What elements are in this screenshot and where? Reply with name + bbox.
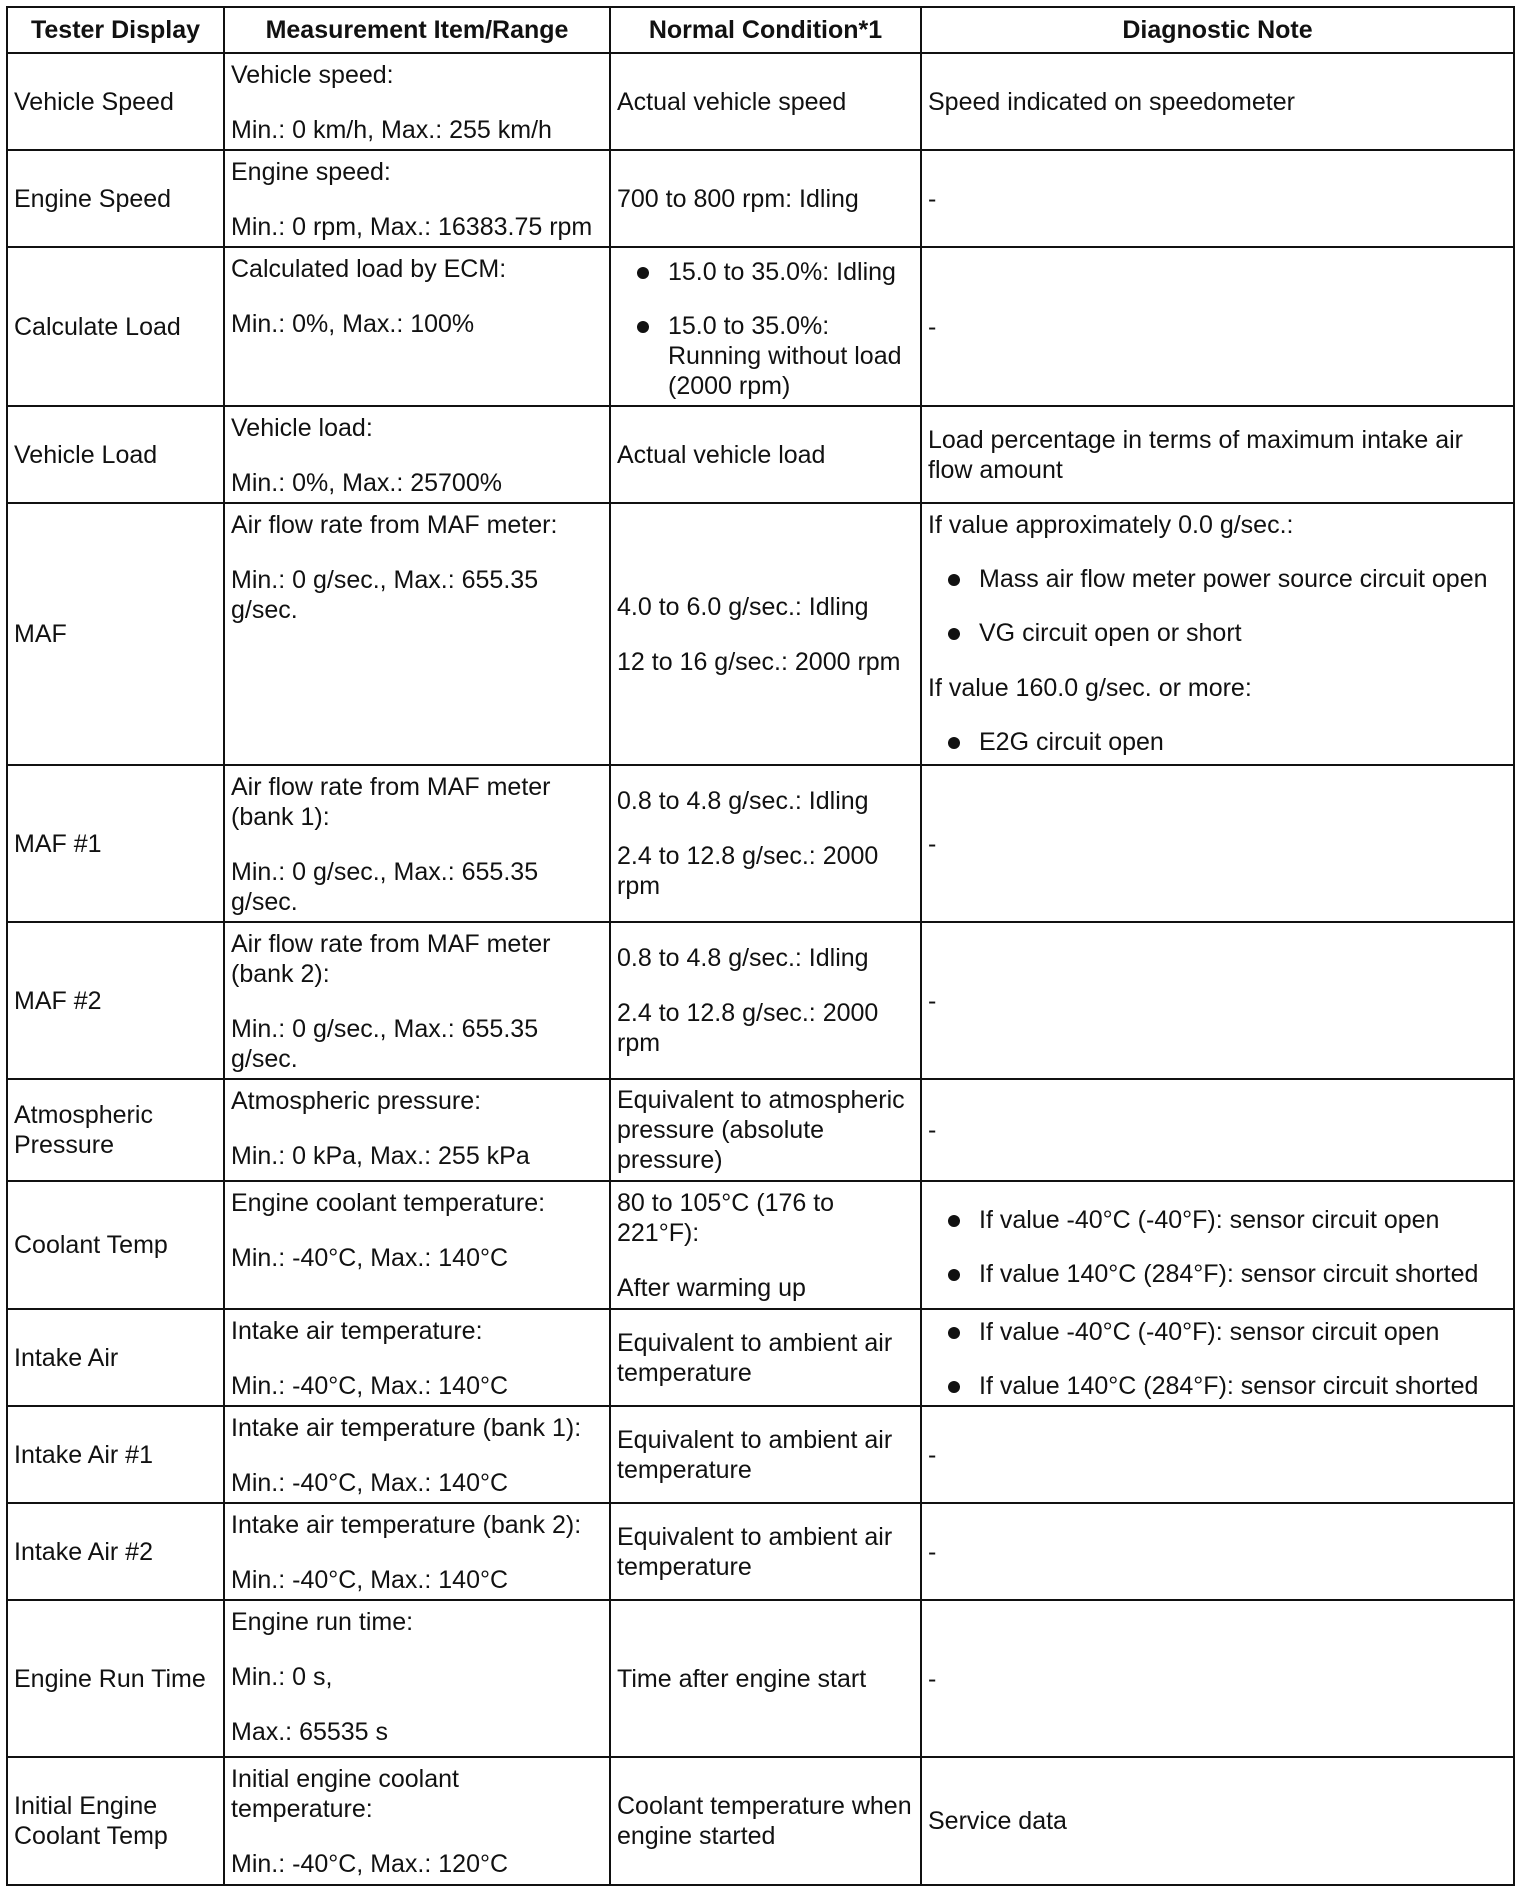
diagnostic-note-cell [921,406,1514,503]
diagnostic-note-cell [921,1757,1514,1885]
tester-display-cell: Initial Engine Coolant Temp [7,1757,224,1885]
tester-display-cell: Calculate Load [7,247,224,406]
tester-display-cell: Vehicle Speed [7,53,224,150]
normal-condition-cell [610,1600,921,1757]
note-line: - [928,1664,937,1693]
note-line: - [928,986,937,1015]
note-line: Service data [928,1807,1067,1835]
measurement-range-cell [224,53,610,150]
normal-condition-cell [610,150,921,247]
range-line: Min.: 0 km/h, Max.: 255 km/h [231,116,552,144]
range-line: Air flow rate from MAF meter (bank 1): [231,773,551,831]
normal-line: Equivalent to ambient air temperature [617,1328,893,1387]
tester-display-cell: Engine Speed [7,150,224,247]
table-row [7,1406,1514,1503]
table-row [7,247,1514,406]
tester-display-cell: Intake Air #2 [7,1503,224,1600]
note-line: If value 160.0 g/sec. or more: [928,674,1252,702]
range-line: Min.: 0 g/sec., Max.: 655.35 g/sec. [231,566,539,624]
diagnostic-note-cell [921,1181,1514,1309]
diagnostic-note-cell [921,1406,1514,1503]
measurement-range-cell [224,406,610,503]
range-line: Air flow rate from MAF meter (bank 2): [231,930,551,988]
range-line: Min.: 0 kPa, Max.: 255 kPa [231,1142,530,1170]
range-line: Initial engine coolant temperature: [231,1765,459,1823]
range-line: Min.: 0 g/sec., Max.: 655.35 g/sec. [231,858,539,916]
range-line: Vehicle speed: [231,61,394,89]
table-row [7,503,1514,765]
tester-display-cell: Intake Air #1 [7,1406,224,1503]
note-line: - [928,312,937,341]
table-row [7,1757,1514,1885]
diagnostic-note-cell [921,1079,1514,1181]
tester-display-cell: Coolant Temp [7,1181,224,1309]
normal-line: 0.8 to 4.8 g/sec.: Idling [617,787,869,815]
diagnostic-note-cell [921,150,1514,247]
header-row [7,7,1514,53]
normal-condition-cell [610,1079,921,1181]
range-line: Min.: -40°C, Max.: 140°C [231,1469,509,1497]
normal-condition-cell [610,53,921,150]
normal-line: 12 to 16 g/sec.: 2000 rpm [617,647,901,676]
tester-display-cell: Atmospheric Pressure [7,1079,224,1181]
diagnostic-note-cell [921,1309,1514,1406]
table-row [7,1309,1514,1406]
normal-line: 2.4 to 12.8 g/sec.: 2000 rpm [617,842,879,900]
range-line: Min.: -40°C, Max.: 140°C [231,1244,509,1272]
normal-condition-cell [610,1503,921,1600]
tester-display-cell: Engine Run Time [7,1600,224,1757]
note-line: - [928,184,937,213]
normal-line: 0.8 to 4.8 g/sec.: Idling [617,944,869,972]
measurement-range-cell [224,247,610,406]
tester-display-cell: MAF #1 [7,765,224,922]
range-line: Min.: 0 s, [231,1663,333,1691]
measurement-range-cell [224,1181,610,1309]
diagnostic-note-cell [921,922,1514,1079]
note-line: - [928,1116,937,1144]
table-row [7,1079,1514,1181]
range-line: Min.: 0%, Max.: 25700% [231,469,502,497]
tester-display-cell: Intake Air [7,1309,224,1406]
normal-line: 80 to 105°C (176 to 221°F): [617,1188,835,1247]
range-line: Intake air temperature (bank 1): [231,1414,582,1442]
measurement-range-cell [224,1503,610,1600]
normal-line: Actual vehicle speed [617,87,847,116]
table-row [7,922,1514,1079]
normal-condition-cell [610,765,921,922]
table-row [7,53,1514,150]
note-line: - [928,829,937,858]
range-line: Min.: 0 rpm, Max.: 16383.75 rpm [231,213,593,241]
table-body [7,53,1514,1885]
note-bullet: If value -40°C (-40°F): sensor circuit open [928,1317,1507,1347]
note-line: Speed indicated on speedometer [928,87,1295,116]
normal-line: 4.0 to 6.0 g/sec.: Idling [617,592,869,621]
table-row [7,765,1514,922]
note-line: - [928,1537,937,1566]
measurement-range-cell [224,503,610,765]
note-bullet: If value 140°C (284°F): sensor circuit shorted [928,1371,1507,1401]
header-measurement-item: Measurement Item/Range [224,7,610,53]
header-diagnostic-note: Diagnostic Note [921,7,1514,53]
normal-line: Time after engine start [617,1664,867,1693]
range-line: Intake air temperature: [231,1317,483,1345]
range-line: Atmospheric pressure: [231,1087,482,1115]
note-line: If value approximately 0.0 g/sec.: [928,511,1294,539]
range-line: Min.: -40°C, Max.: 120°C [231,1850,509,1878]
normal-condition-cell [610,247,921,406]
note-bullet: If value -40°C (-40°F): sensor circuit open [928,1205,1507,1235]
normal-line: Coolant temperature when engine started [617,1792,912,1850]
note-bullet: E2G circuit open [928,727,1507,757]
range-line: Min.: 0%, Max.: 100% [231,310,475,338]
note-bullet: If value 140°C (284°F): sensor circuit shorted [928,1259,1507,1289]
normal-line: After warming up [617,1273,806,1302]
normal-line: Equivalent to ambient air temperature [617,1425,893,1484]
measurement-range-cell [224,1079,610,1181]
range-line: Intake air temperature (bank 2): [231,1511,582,1539]
table-row [7,1503,1514,1600]
diagnostic-note-cell [921,765,1514,922]
normal-condition-cell [610,922,921,1079]
diagnostic-note-cell [921,503,1514,765]
diagnostic-note-cell [921,53,1514,150]
range-line: Min.: 0 g/sec., Max.: 655.35 g/sec. [231,1015,539,1073]
range-line: Vehicle load: [231,414,373,442]
range-line: Engine run time: [231,1608,414,1636]
normal-condition-cell [610,1406,921,1503]
range-line: Calculated load by ECM: [231,255,507,283]
header-normal-condition: Normal Condition*1 [610,7,921,53]
normal-condition-cell [610,1757,921,1885]
normal-bullet: 15.0 to 35.0%: Running without load (2000 rpm) [617,311,914,401]
note-line: - [928,1440,937,1469]
normal-condition-cell [610,503,921,765]
note-bullet: VG circuit open or short [928,618,1507,648]
range-line: Max.: 65535 s [231,1718,389,1746]
normal-line: 700 to 800 rpm: Idling [617,184,859,213]
range-line: Engine speed: [231,158,391,186]
table-row [7,406,1514,503]
measurement-range-cell [224,922,610,1079]
normal-condition-cell [610,1181,921,1309]
tester-display-cell: MAF [7,503,224,765]
measurement-range-cell [224,1406,610,1503]
measurement-range-cell [224,150,610,247]
normal-bullet: 15.0 to 35.0%: Idling [617,257,914,287]
normal-line: 2.4 to 12.8 g/sec.: 2000 rpm [617,999,879,1057]
normal-condition-cell [610,1309,921,1406]
measurement-range-cell [224,765,610,922]
table-row [7,1181,1514,1309]
range-line: Air flow rate from MAF meter: [231,511,558,539]
measurement-range-cell [224,1757,610,1885]
header-tester-display: Tester Display [7,7,224,53]
table-row [7,1600,1514,1757]
tester-data-table [6,6,1515,1886]
note-bullet: Mass air flow meter power source circuit open [928,564,1507,594]
diagnostic-note-cell [921,247,1514,406]
range-line: Min.: -40°C, Max.: 140°C [231,1566,509,1594]
range-line: Min.: -40°C, Max.: 140°C [231,1372,509,1400]
normal-condition-cell [610,406,921,503]
note-line: Load percentage in terms of maximum intake air flow amount [928,425,1463,484]
table-row [7,150,1514,247]
tester-display-cell: Vehicle Load [7,406,224,503]
range-line: Engine coolant temperature: [231,1189,546,1217]
diagnostic-note-cell [921,1503,1514,1600]
measurement-range-cell [224,1600,610,1757]
normal-line: Equivalent to atmospheric pressure (absolute pressure) [617,1086,905,1174]
tester-display-cell: MAF #2 [7,922,224,1079]
measurement-range-cell [224,1309,610,1406]
normal-line: Actual vehicle load [617,440,826,469]
diagnostic-note-cell [921,1600,1514,1757]
normal-line: Equivalent to ambient air temperature [617,1522,893,1581]
